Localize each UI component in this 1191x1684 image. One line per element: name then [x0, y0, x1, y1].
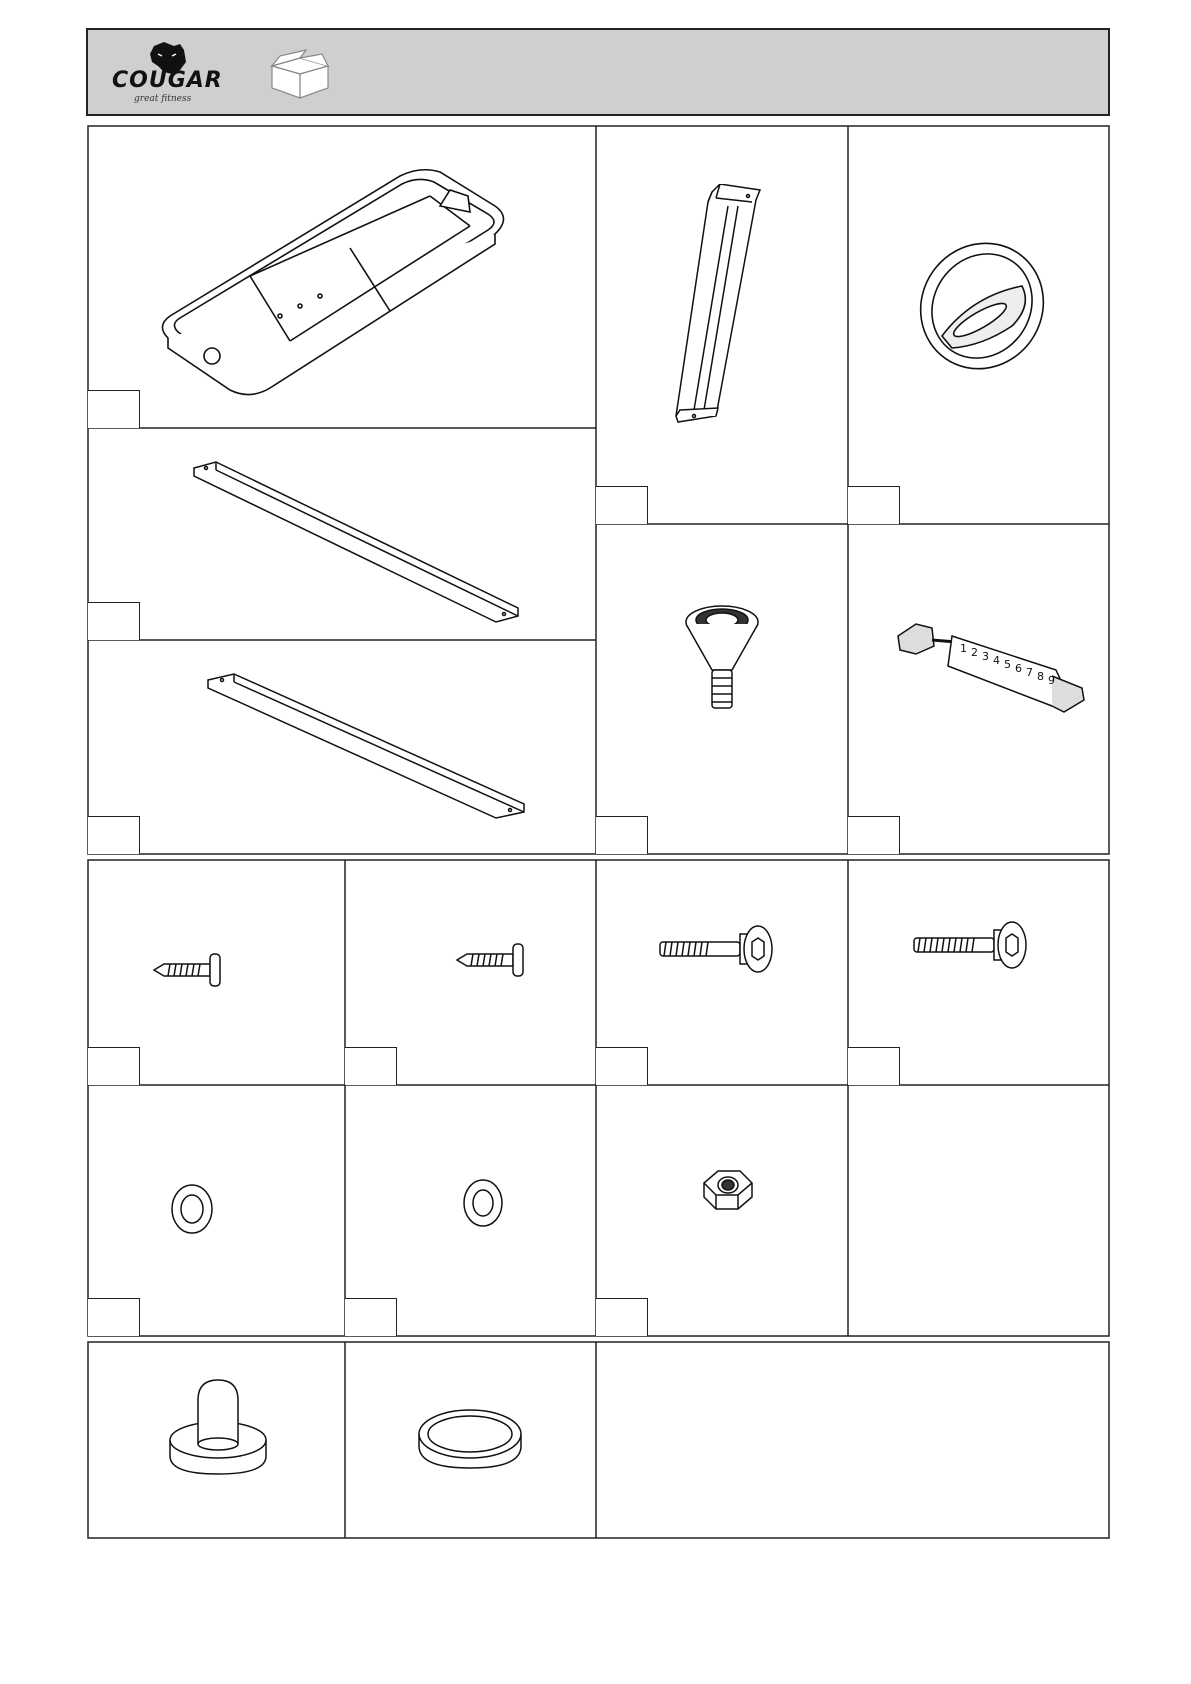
flat-bar-icon — [206, 670, 526, 822]
cell-upright-post — [596, 126, 848, 524]
adjuster-icon — [892, 616, 1088, 720]
brand-tagline: great fitness — [134, 94, 192, 104]
adjuster-digit: 7 — [1026, 666, 1033, 679]
part-number-tag — [596, 1047, 648, 1085]
part-number-tag — [88, 816, 140, 854]
cell-handle-ring — [848, 126, 1109, 524]
part-number-tag — [596, 486, 648, 524]
cell-knob-screw — [596, 524, 848, 854]
part-number-tag — [848, 816, 900, 854]
cell-foot-cap — [88, 1342, 345, 1538]
ring-pad-icon — [415, 1404, 525, 1474]
cell-washer-b — [345, 1085, 596, 1336]
cell-screw-b — [345, 860, 596, 1085]
open-box-icon — [268, 48, 332, 100]
cell-short-bar — [88, 640, 596, 854]
washer-icon — [168, 1181, 216, 1237]
cell-ring-pad — [345, 1342, 596, 1538]
part-number-tag — [88, 602, 140, 640]
washer-icon — [459, 1175, 507, 1231]
cell-washer-a — [88, 1085, 345, 1336]
cell-screw-a — [88, 860, 345, 1085]
brand-name: COUGAR — [112, 68, 223, 93]
header-band — [86, 28, 1110, 116]
knob-screw-icon — [682, 602, 762, 712]
hex-bolt-icon — [658, 924, 776, 974]
part-number-tag — [596, 816, 648, 854]
hex-nut-icon — [700, 1165, 756, 1215]
hex-bolt-icon — [912, 920, 1030, 970]
screw-icon — [455, 942, 531, 978]
part-number-tag — [596, 1298, 648, 1336]
part-number-tag — [88, 390, 140, 428]
screw-icon — [152, 952, 228, 988]
cell-hex-nut — [596, 1085, 848, 1336]
adjuster-digit: 4 — [993, 654, 1000, 667]
adjuster-digit: 5 — [1004, 658, 1011, 671]
cell-frame — [88, 126, 596, 428]
flat-bar-icon — [192, 458, 522, 628]
base-frame-icon — [150, 166, 550, 396]
adjuster-digit: 1 — [960, 642, 967, 655]
adjuster-digit: 8 — [1037, 670, 1044, 683]
adjuster-digit: 3 — [982, 650, 989, 663]
upright-post-icon — [668, 184, 768, 424]
part-number-tag — [345, 1298, 397, 1336]
part-number-tag — [88, 1298, 140, 1336]
part-number-tag — [848, 486, 900, 524]
cell-bolt-b — [848, 860, 1109, 1085]
part-number-tag — [345, 1047, 397, 1085]
handle-ring-icon — [912, 236, 1052, 376]
adjuster-digit: 2 — [971, 646, 978, 659]
cell-bolt-a — [596, 860, 848, 1085]
part-number-tag — [88, 1047, 140, 1085]
cell-long-bar — [88, 428, 596, 640]
cell-adjuster — [848, 524, 1109, 854]
foot-cap-icon — [166, 1378, 270, 1484]
part-number-tag — [848, 1047, 900, 1085]
adjuster-digit: 9 — [1048, 674, 1055, 687]
adjuster-digit: 6 — [1015, 662, 1022, 675]
